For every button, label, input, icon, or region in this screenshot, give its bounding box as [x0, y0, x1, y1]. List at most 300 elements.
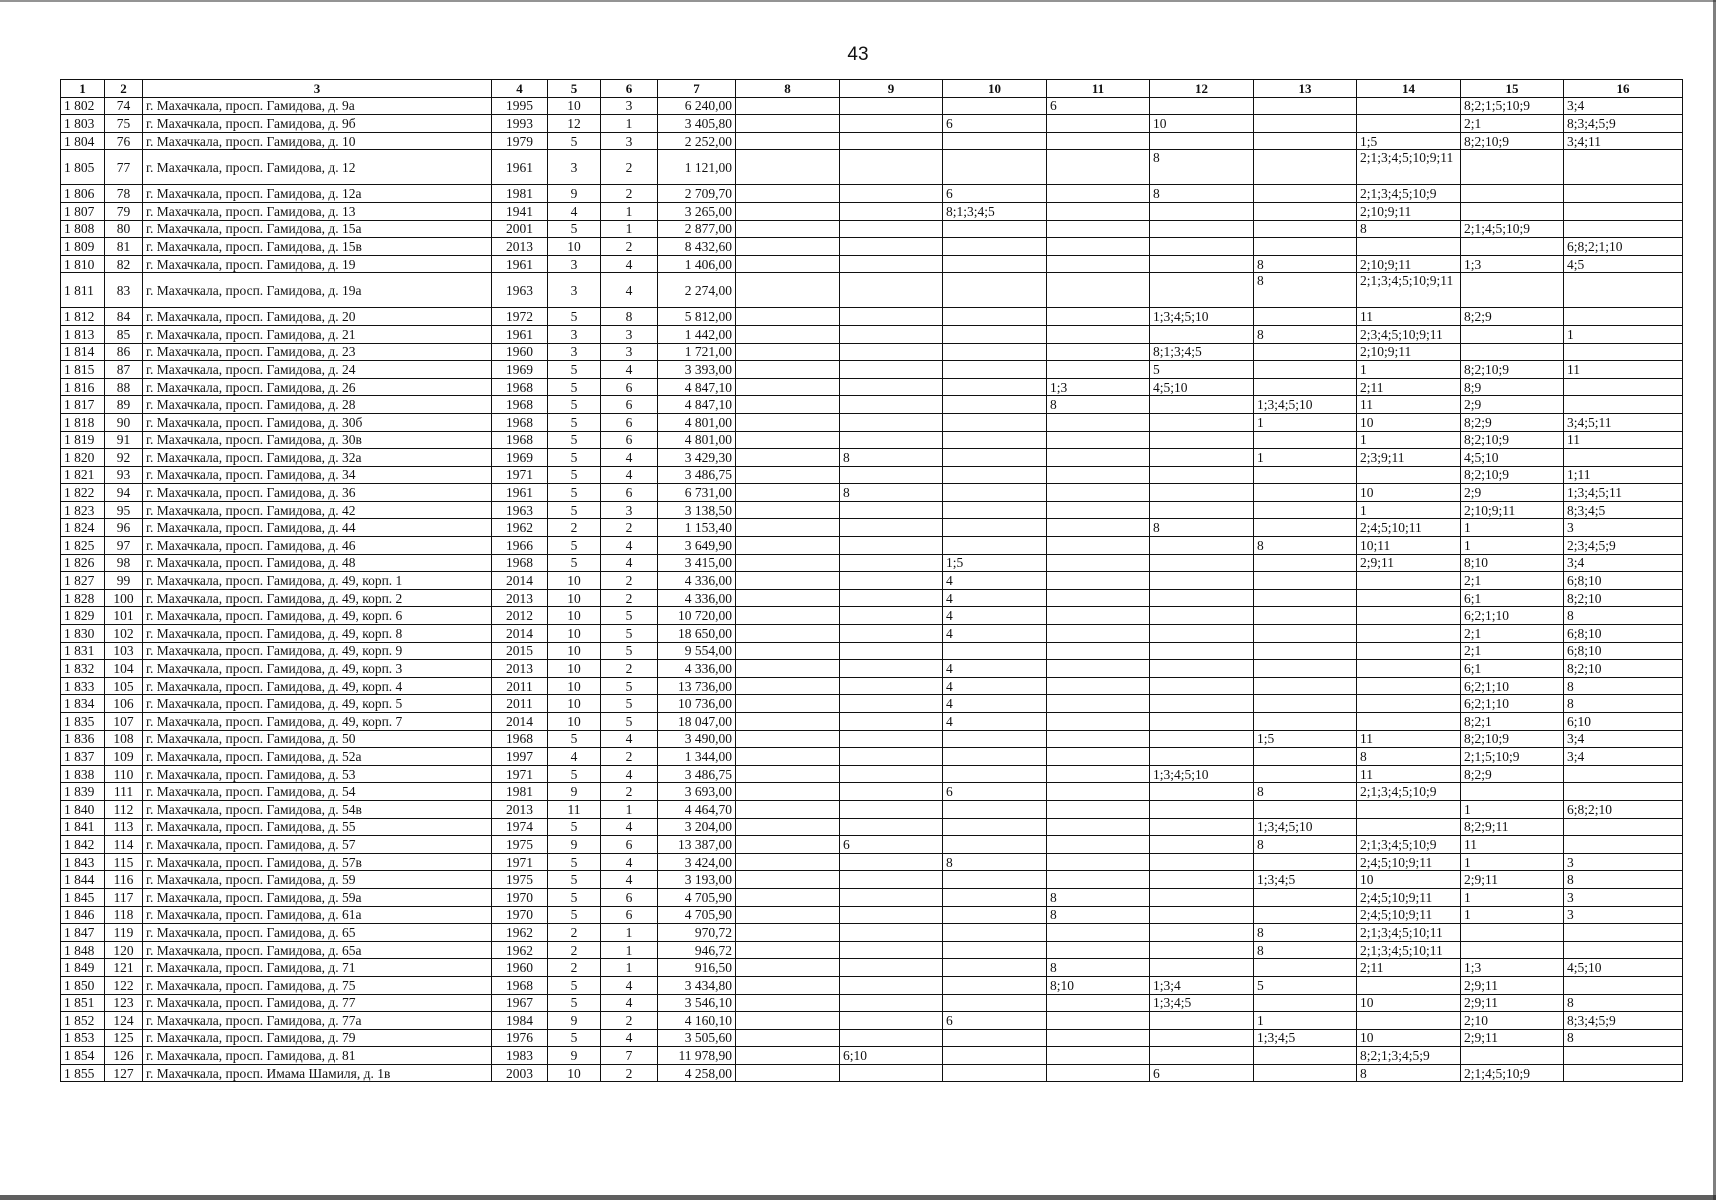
cell-col-3: г. Махачкала, просп. Гамидова, д. 57в [143, 853, 492, 871]
cell-col-4: 1968 [492, 431, 548, 449]
cell-col-2: 116 [105, 871, 143, 889]
column-header: 7 [658, 80, 736, 98]
table-row [61, 238, 1683, 256]
cell-col-13 [1254, 959, 1357, 977]
cell-col-16 [1564, 765, 1683, 783]
cell-col-16: 4;5;10 [1564, 959, 1683, 977]
cell-col-7: 4 336,00 [658, 572, 736, 590]
cell-col-1: 1 849 [61, 959, 105, 977]
cell-col-4: 1970 [492, 888, 548, 906]
cell-col-8 [736, 853, 840, 871]
cell-col-8 [736, 202, 840, 220]
cell-col-6: 5 [601, 713, 658, 731]
cell-col-12: 8 [1150, 519, 1254, 537]
cell-col-4: 1995 [492, 97, 548, 115]
cell-col-11 [1047, 818, 1150, 836]
cell-col-13 [1254, 906, 1357, 924]
cell-col-15: 2;9;11 [1461, 976, 1564, 994]
cell-col-8 [736, 378, 840, 396]
cell-col-15: 2;1;5;10;9 [1461, 748, 1564, 766]
cell-col-15 [1461, 941, 1564, 959]
cell-col-1: 1 808 [61, 220, 105, 238]
cell-col-15: 4;5;10 [1461, 449, 1564, 467]
cell-col-2: 75 [105, 115, 143, 133]
cell-col-15: 6;2;1;10 [1461, 607, 1564, 625]
cell-col-15 [1461, 185, 1564, 203]
cell-col-16: 8 [1564, 607, 1683, 625]
cell-col-4: 1984 [492, 1012, 548, 1030]
cell-col-16: 8 [1564, 695, 1683, 713]
cell-col-12 [1150, 783, 1254, 801]
cell-col-10 [943, 642, 1047, 660]
cell-col-16 [1564, 818, 1683, 836]
cell-col-11 [1047, 202, 1150, 220]
column-header: 13 [1254, 80, 1357, 98]
cell-col-4: 2013 [492, 800, 548, 818]
table-row [61, 695, 1683, 713]
cell-col-3: г. Махачкала, просп. Гамидова, д. 34 [143, 466, 492, 484]
cell-col-1: 1 812 [61, 308, 105, 326]
cell-col-7: 1 344,00 [658, 748, 736, 766]
cell-col-12 [1150, 220, 1254, 238]
cell-col-14: 2;1;3;4;5;10;9 [1357, 836, 1461, 854]
cell-col-10 [943, 308, 1047, 326]
cell-col-10: 8 [943, 853, 1047, 871]
cell-col-5: 4 [548, 748, 601, 766]
column-header: 1 [61, 80, 105, 98]
cell-col-6: 4 [601, 1029, 658, 1047]
cell-col-8 [736, 994, 840, 1012]
cell-col-4: 1961 [492, 325, 548, 343]
cell-col-10 [943, 466, 1047, 484]
cell-col-11: 8 [1047, 888, 1150, 906]
cell-col-11 [1047, 607, 1150, 625]
cell-col-1: 1 855 [61, 1064, 105, 1082]
cell-col-14 [1357, 695, 1461, 713]
cell-col-4: 1962 [492, 519, 548, 537]
cell-col-7: 3 265,00 [658, 202, 736, 220]
cell-col-1: 1 813 [61, 325, 105, 343]
cell-col-7: 9 554,00 [658, 642, 736, 660]
cell-col-9 [840, 589, 943, 607]
cell-col-9 [840, 115, 943, 133]
cell-col-11 [1047, 853, 1150, 871]
cell-col-8 [736, 255, 840, 273]
cell-col-2: 93 [105, 466, 143, 484]
cell-col-13: 1 [1254, 413, 1357, 431]
cell-col-10 [943, 836, 1047, 854]
cell-col-3: г. Махачкала, просп. Гамидова, д. 49, корп. 4 [143, 677, 492, 695]
cell-col-3: г. Махачкала, просп. Гамидова, д. 9а [143, 97, 492, 115]
cell-col-2: 108 [105, 730, 143, 748]
cell-col-3: г. Махачкала, просп. Гамидова, д. 23 [143, 343, 492, 361]
cell-col-15: 1;3 [1461, 255, 1564, 273]
cell-col-15: 2;9 [1461, 396, 1564, 414]
cell-col-3: г. Махачкала, просп. Гамидова, д. 46 [143, 537, 492, 555]
cell-col-7: 3 204,00 [658, 818, 736, 836]
cell-col-7: 4 705,90 [658, 888, 736, 906]
cell-col-5: 5 [548, 132, 601, 150]
cell-col-14: 2;1;3;4;5;10;9 [1357, 185, 1461, 203]
cell-col-5: 10 [548, 625, 601, 643]
cell-col-13: 1;5 [1254, 730, 1357, 748]
cell-col-10 [943, 800, 1047, 818]
cell-col-12 [1150, 537, 1254, 555]
cell-col-15: 2;1;4;5;10;9 [1461, 220, 1564, 238]
cell-col-15: 1 [1461, 888, 1564, 906]
cell-col-8 [736, 976, 840, 994]
cell-col-4: 1971 [492, 466, 548, 484]
cell-col-14: 2;3;9;11 [1357, 449, 1461, 467]
cell-col-9 [840, 660, 943, 678]
cell-col-4: 1971 [492, 765, 548, 783]
cell-col-14 [1357, 238, 1461, 256]
cell-col-4: 1975 [492, 871, 548, 889]
cell-col-12 [1150, 202, 1254, 220]
cell-col-9 [840, 255, 943, 273]
cell-col-16: 8;3;4;5;9 [1564, 115, 1683, 133]
cell-col-6: 7 [601, 1047, 658, 1065]
cell-col-4: 1963 [492, 501, 548, 519]
table-row [61, 800, 1683, 818]
cell-col-9 [840, 959, 943, 977]
cell-col-14: 2;1;3;4;5;10;9 [1357, 783, 1461, 801]
cell-col-2: 120 [105, 941, 143, 959]
cell-col-2: 100 [105, 589, 143, 607]
table-row [61, 994, 1683, 1012]
cell-col-8 [736, 677, 840, 695]
column-header: 9 [840, 80, 943, 98]
cell-col-10 [943, 730, 1047, 748]
cell-col-2: 125 [105, 1029, 143, 1047]
cell-col-8 [736, 906, 840, 924]
cell-col-13 [1254, 677, 1357, 695]
cell-col-6: 5 [601, 642, 658, 660]
cell-col-3: г. Махачкала, просп. Гамидова, д. 19а [143, 273, 492, 308]
cell-col-9: 6;10 [840, 1047, 943, 1065]
cell-col-13: 1 [1254, 1012, 1357, 1030]
cell-col-6: 3 [601, 97, 658, 115]
cell-col-7: 4 258,00 [658, 1064, 736, 1082]
cell-col-5: 5 [548, 871, 601, 889]
cell-col-10 [943, 396, 1047, 414]
table-row [61, 466, 1683, 484]
cell-col-5: 5 [548, 1029, 601, 1047]
cell-col-11 [1047, 273, 1150, 308]
cell-col-3: г. Махачкала, просп. Гамидова, д. 54 [143, 783, 492, 801]
cell-col-1: 1 827 [61, 572, 105, 590]
cell-col-15: 8;9 [1461, 378, 1564, 396]
table-row [61, 449, 1683, 467]
cell-col-7: 3 649,90 [658, 537, 736, 555]
cell-col-1: 1 837 [61, 748, 105, 766]
cell-col-8 [736, 871, 840, 889]
cell-col-6: 2 [601, 1012, 658, 1030]
cell-col-16: 11 [1564, 361, 1683, 379]
cell-col-15: 6;2;1;10 [1461, 677, 1564, 695]
cell-col-2: 80 [105, 220, 143, 238]
cell-col-4: 2013 [492, 238, 548, 256]
cell-col-6: 4 [601, 994, 658, 1012]
cell-col-14: 2;4;5;10;9;11 [1357, 853, 1461, 871]
cell-col-8 [736, 150, 840, 185]
cell-col-14: 2;11 [1357, 959, 1461, 977]
cell-col-9 [840, 800, 943, 818]
cell-col-3: г. Махачкала, просп. Гамидова, д. 52а [143, 748, 492, 766]
cell-col-2: 117 [105, 888, 143, 906]
cell-col-13 [1254, 607, 1357, 625]
cell-col-12 [1150, 888, 1254, 906]
cell-col-7: 946,72 [658, 941, 736, 959]
cell-col-14: 2;4;5;10;9;11 [1357, 906, 1461, 924]
cell-col-14 [1357, 818, 1461, 836]
cell-col-7: 4 160,10 [658, 1012, 736, 1030]
cell-col-5: 5 [548, 484, 601, 502]
cell-col-4: 1981 [492, 185, 548, 203]
cell-col-12: 6 [1150, 1064, 1254, 1082]
cell-col-9 [840, 642, 943, 660]
cell-col-6: 2 [601, 238, 658, 256]
cell-col-4: 2014 [492, 713, 548, 731]
cell-col-9 [840, 519, 943, 537]
cell-col-5: 3 [548, 343, 601, 361]
cell-col-13 [1254, 625, 1357, 643]
cell-col-13 [1254, 748, 1357, 766]
cell-col-4: 1968 [492, 730, 548, 748]
cell-col-9 [840, 554, 943, 572]
cell-col-1: 1 838 [61, 765, 105, 783]
cell-col-9 [840, 185, 943, 203]
cell-col-12 [1150, 449, 1254, 467]
cell-col-6: 2 [601, 660, 658, 678]
table-row [61, 642, 1683, 660]
cell-col-12 [1150, 959, 1254, 977]
cell-col-12: 10 [1150, 115, 1254, 133]
cell-col-1: 1 830 [61, 625, 105, 643]
cell-col-1: 1 836 [61, 730, 105, 748]
cell-col-4: 1961 [492, 150, 548, 185]
cell-col-2: 124 [105, 1012, 143, 1030]
cell-col-9 [840, 906, 943, 924]
cell-col-3: г. Махачкала, просп. Гамидова, д. 59 [143, 871, 492, 889]
cell-col-9 [840, 396, 943, 414]
cell-col-8 [736, 748, 840, 766]
cell-col-3: г. Махачкала, просп. Гамидова, д. 61а [143, 906, 492, 924]
table-row [61, 730, 1683, 748]
cell-col-10: 4 [943, 572, 1047, 590]
cell-col-4: 1975 [492, 836, 548, 854]
cell-col-4: 1981 [492, 783, 548, 801]
cell-col-12 [1150, 677, 1254, 695]
cell-col-16: 3;4;11 [1564, 132, 1683, 150]
cell-col-15: 2;9 [1461, 484, 1564, 502]
cell-col-7: 4 801,00 [658, 431, 736, 449]
cell-col-12 [1150, 607, 1254, 625]
table-row [61, 976, 1683, 994]
cell-col-16 [1564, 185, 1683, 203]
cell-col-14 [1357, 1012, 1461, 1030]
cell-col-8 [736, 765, 840, 783]
column-header: 14 [1357, 80, 1461, 98]
cell-col-14 [1357, 642, 1461, 660]
cell-col-3: г. Махачкала, просп. Гамидова, д. 77а [143, 1012, 492, 1030]
column-header: 10 [943, 80, 1047, 98]
cell-col-5: 5 [548, 888, 601, 906]
cell-col-13: 5 [1254, 976, 1357, 994]
cell-col-16: 6;8;2;10 [1564, 800, 1683, 818]
cell-col-8 [736, 625, 840, 643]
cell-col-10 [943, 238, 1047, 256]
cell-col-14: 2;1;3;4;5;10;9;11 [1357, 273, 1461, 308]
cell-col-2: 104 [105, 660, 143, 678]
cell-col-2: 87 [105, 361, 143, 379]
column-header: 8 [736, 80, 840, 98]
cell-col-9 [840, 97, 943, 115]
cell-col-16: 11 [1564, 431, 1683, 449]
cell-col-6: 4 [601, 466, 658, 484]
cell-col-16: 3;4 [1564, 748, 1683, 766]
cell-col-7: 4 847,10 [658, 396, 736, 414]
cell-col-6: 2 [601, 783, 658, 801]
cell-col-16: 8 [1564, 871, 1683, 889]
cell-col-10 [943, 325, 1047, 343]
cell-col-10 [943, 413, 1047, 431]
cell-col-1: 1 832 [61, 660, 105, 678]
cell-col-1: 1 814 [61, 343, 105, 361]
cell-col-16: 3;4 [1564, 730, 1683, 748]
cell-col-16 [1564, 836, 1683, 854]
cell-col-11 [1047, 783, 1150, 801]
cell-col-14: 2;11 [1357, 378, 1461, 396]
cell-col-1: 1 835 [61, 713, 105, 731]
cell-col-16 [1564, 343, 1683, 361]
cell-col-5: 10 [548, 238, 601, 256]
table-row [61, 97, 1683, 115]
cell-col-10 [943, 906, 1047, 924]
cell-col-14: 11 [1357, 730, 1461, 748]
cell-col-16 [1564, 220, 1683, 238]
cell-col-4: 1993 [492, 115, 548, 133]
cell-col-6: 4 [601, 255, 658, 273]
cell-col-9 [840, 748, 943, 766]
cell-col-12 [1150, 484, 1254, 502]
cell-col-16 [1564, 273, 1683, 308]
cell-col-11 [1047, 343, 1150, 361]
cell-col-5: 9 [548, 185, 601, 203]
cell-col-4: 1961 [492, 255, 548, 273]
cell-col-6: 6 [601, 413, 658, 431]
cell-col-10 [943, 1064, 1047, 1082]
cell-col-7: 3 486,75 [658, 466, 736, 484]
cell-col-6: 4 [601, 765, 658, 783]
cell-col-13 [1254, 853, 1357, 871]
table-row [61, 959, 1683, 977]
cell-col-3: г. Махачкала, просп. Гамидова, д. 12 [143, 150, 492, 185]
cell-col-10 [943, 97, 1047, 115]
cell-col-7: 4 847,10 [658, 378, 736, 396]
cell-col-6: 2 [601, 572, 658, 590]
cell-col-12 [1150, 1047, 1254, 1065]
cell-col-3: г. Махачкала, просп. Гамидова, д. 19 [143, 255, 492, 273]
cell-col-13 [1254, 431, 1357, 449]
cell-col-8 [736, 97, 840, 115]
cell-col-7: 18 650,00 [658, 625, 736, 643]
cell-col-11: 8 [1047, 959, 1150, 977]
cell-col-12 [1150, 238, 1254, 256]
cell-col-11 [1047, 431, 1150, 449]
table-row [61, 625, 1683, 643]
table-row [61, 378, 1683, 396]
cell-col-2: 90 [105, 413, 143, 431]
cell-col-12 [1150, 660, 1254, 678]
column-header: 4 [492, 80, 548, 98]
cell-col-15 [1461, 1047, 1564, 1065]
table-row [61, 924, 1683, 942]
cell-col-11 [1047, 466, 1150, 484]
cell-col-13 [1254, 589, 1357, 607]
cell-col-16: 6;8;2;1;10 [1564, 238, 1683, 256]
cell-col-5: 3 [548, 255, 601, 273]
cell-col-16: 8 [1564, 677, 1683, 695]
cell-col-4: 1971 [492, 853, 548, 871]
column-header: 6 [601, 80, 658, 98]
table-row [61, 765, 1683, 783]
cell-col-12: 1;3;4 [1150, 976, 1254, 994]
cell-col-2: 74 [105, 97, 143, 115]
cell-col-12 [1150, 748, 1254, 766]
table-row [61, 413, 1683, 431]
cell-col-10 [943, 378, 1047, 396]
cell-col-10: 4 [943, 695, 1047, 713]
cell-col-3: г. Махачкала, просп. Гамидова, д. 28 [143, 396, 492, 414]
cell-col-2: 92 [105, 449, 143, 467]
cell-col-4: 1966 [492, 537, 548, 555]
cell-col-10: 6 [943, 1012, 1047, 1030]
cell-col-4: 1983 [492, 1047, 548, 1065]
cell-col-10 [943, 871, 1047, 889]
cell-col-3: г. Махачкала, просп. Гамидова, д. 21 [143, 325, 492, 343]
cell-col-7: 6 240,00 [658, 97, 736, 115]
cell-col-11 [1047, 941, 1150, 959]
table-row [61, 273, 1683, 308]
cell-col-15: 1 [1461, 853, 1564, 871]
cell-col-6: 4 [601, 976, 658, 994]
cell-col-2: 78 [105, 185, 143, 203]
cell-col-7: 4 464,70 [658, 800, 736, 818]
table-row [61, 748, 1683, 766]
cell-col-13 [1254, 1047, 1357, 1065]
cell-col-7: 10 720,00 [658, 607, 736, 625]
cell-col-1: 1 819 [61, 431, 105, 449]
cell-col-2: 109 [105, 748, 143, 766]
cell-col-7: 3 546,10 [658, 994, 736, 1012]
cell-col-4: 1960 [492, 959, 548, 977]
cell-col-13 [1254, 308, 1357, 326]
cell-col-4: 1974 [492, 818, 548, 836]
cell-col-6: 1 [601, 924, 658, 942]
cell-col-15: 1 [1461, 537, 1564, 555]
table-row [61, 941, 1683, 959]
cell-col-9 [840, 853, 943, 871]
cell-col-2: 101 [105, 607, 143, 625]
cell-col-10: 4 [943, 660, 1047, 678]
cell-col-14 [1357, 466, 1461, 484]
cell-col-12: 1;3;4;5 [1150, 994, 1254, 1012]
cell-col-14: 2;1;3;4;5;10;11 [1357, 924, 1461, 942]
cell-col-4: 1976 [492, 1029, 548, 1047]
cell-col-12: 1;3;4;5;10 [1150, 308, 1254, 326]
cell-col-5: 5 [548, 431, 601, 449]
